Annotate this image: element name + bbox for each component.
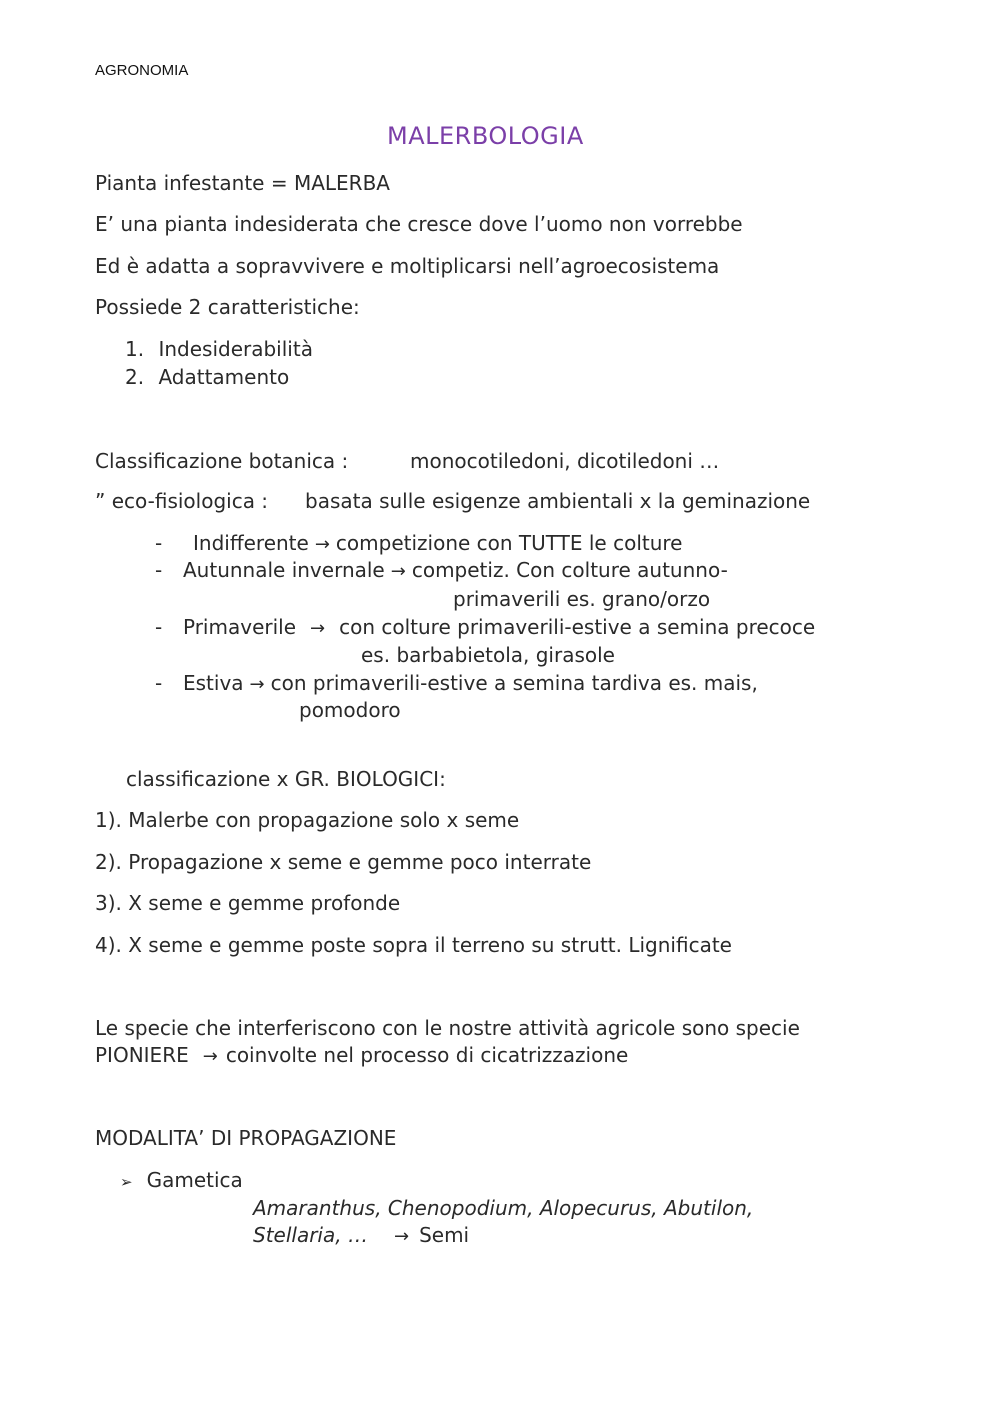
biological-item-1: 1). Malerbe con propagazione solo x seme <box>95 808 520 832</box>
eco-item-desc: con primaverili-estive a semina tardiva es. mais, <box>270 671 758 695</box>
eco-item-name: Estiva <box>183 671 244 695</box>
arrow-right-icon: → <box>310 618 326 639</box>
arrow-right-icon: → <box>314 534 330 555</box>
characteristic-item-2 <box>125 365 289 389</box>
eco-item-name: Primaverile <box>183 615 297 639</box>
propagation-examples-line-1: Amaranthus, Chenopodium, Alopecurus, Abutilon, <box>253 1196 754 1220</box>
eco-item-autunnale-cont: primaverili es. grano/orzo <box>453 587 711 611</box>
eco-item-name: Autunnale invernale <box>183 558 385 582</box>
dash-bullet: - <box>155 671 163 695</box>
pioneer-line-1: Le specie che interferiscono con le nostre attività agricole sono specie <box>95 1016 800 1040</box>
propagation-item-gametica <box>120 1168 243 1192</box>
dash-bullet: - <box>155 558 163 582</box>
list-text: Indesiderabilità <box>158 337 313 361</box>
list-number: 1. <box>125 337 145 361</box>
list-text: Adattamento <box>158 365 290 389</box>
propagation-examples-species: Stellaria, … <box>253 1223 368 1247</box>
page-header: AGRONOMIA <box>95 62 189 79</box>
propagation-item-label: Gametica <box>146 1168 243 1192</box>
triangle-bullet-icon: ➢ <box>120 1173 133 1191</box>
eco-item-primaverile-cont: es. barbabietola, girasole <box>361 643 615 667</box>
eco-classification-label: ” eco-fisiologica : <box>95 489 269 513</box>
eco-item-estiva <box>155 671 758 695</box>
pioneer-line-2 <box>95 1043 628 1067</box>
biological-heading: classificazione x GR. BIOLOGICI: <box>126 767 446 791</box>
eco-item-name: Indifferente <box>193 531 309 555</box>
eco-item-primaverile <box>155 615 815 639</box>
eco-item-desc: competizione con TUTTE le colture <box>335 531 683 555</box>
intro-line-3: Ed è adatta a sopravvivere e moltiplicarsi nell’agroecosistema <box>95 254 720 278</box>
biological-item-4: 4). X seme e gemme poste sopra il terreno su strutt. Lignificate <box>95 933 732 957</box>
biological-item-2: 2). Propagazione x seme e gemme poco interrate <box>95 850 592 874</box>
propagation-examples-result: Semi <box>419 1223 470 1247</box>
propagation-heading: MODALITA’ DI PROPAGAZIONE <box>95 1126 397 1150</box>
arrow-right-icon: → <box>390 561 406 582</box>
dash-bullet: - <box>155 531 163 555</box>
intro-line-4: Possiede 2 caratteristiche: <box>95 295 360 319</box>
characteristic-item-1 <box>125 337 313 361</box>
pioneer-desc: coinvolte nel processo di cicatrizzazione <box>225 1043 629 1067</box>
eco-item-desc: con colture primaverili-estive a semina precoce <box>339 615 816 639</box>
arrow-right-icon: → <box>393 1226 410 1247</box>
intro-line-2: E’ una pianta indesiderata che cresce dove l’uomo non vorrebbe <box>95 212 743 236</box>
eco-classification-value: basata sulle esigenze ambientali x la geminazione <box>305 489 811 513</box>
page-title: MALERBOLOGIA <box>387 122 584 150</box>
botanical-classification-label: Classificazione botanica : <box>95 449 349 473</box>
arrow-right-icon: → <box>202 1046 218 1067</box>
eco-item-autunnale <box>155 558 728 582</box>
arrow-right-icon: → <box>249 674 265 695</box>
list-number: 2. <box>125 365 145 389</box>
intro-line-1: Pianta infestante = MALERBA <box>95 171 390 195</box>
eco-item-estiva-cont: pomodoro <box>299 698 401 722</box>
botanical-classification-value: monocotiledoni, dicotiledoni … <box>410 449 720 473</box>
propagation-examples-line-2 <box>253 1223 469 1247</box>
eco-item-indifferente <box>155 531 682 555</box>
dash-bullet: - <box>155 615 163 639</box>
biological-item-3: 3). X seme e gemme profonde <box>95 891 401 915</box>
eco-item-desc: competiz. Con colture autunno- <box>411 558 728 582</box>
pioneer-term: PIONIERE <box>95 1043 189 1067</box>
